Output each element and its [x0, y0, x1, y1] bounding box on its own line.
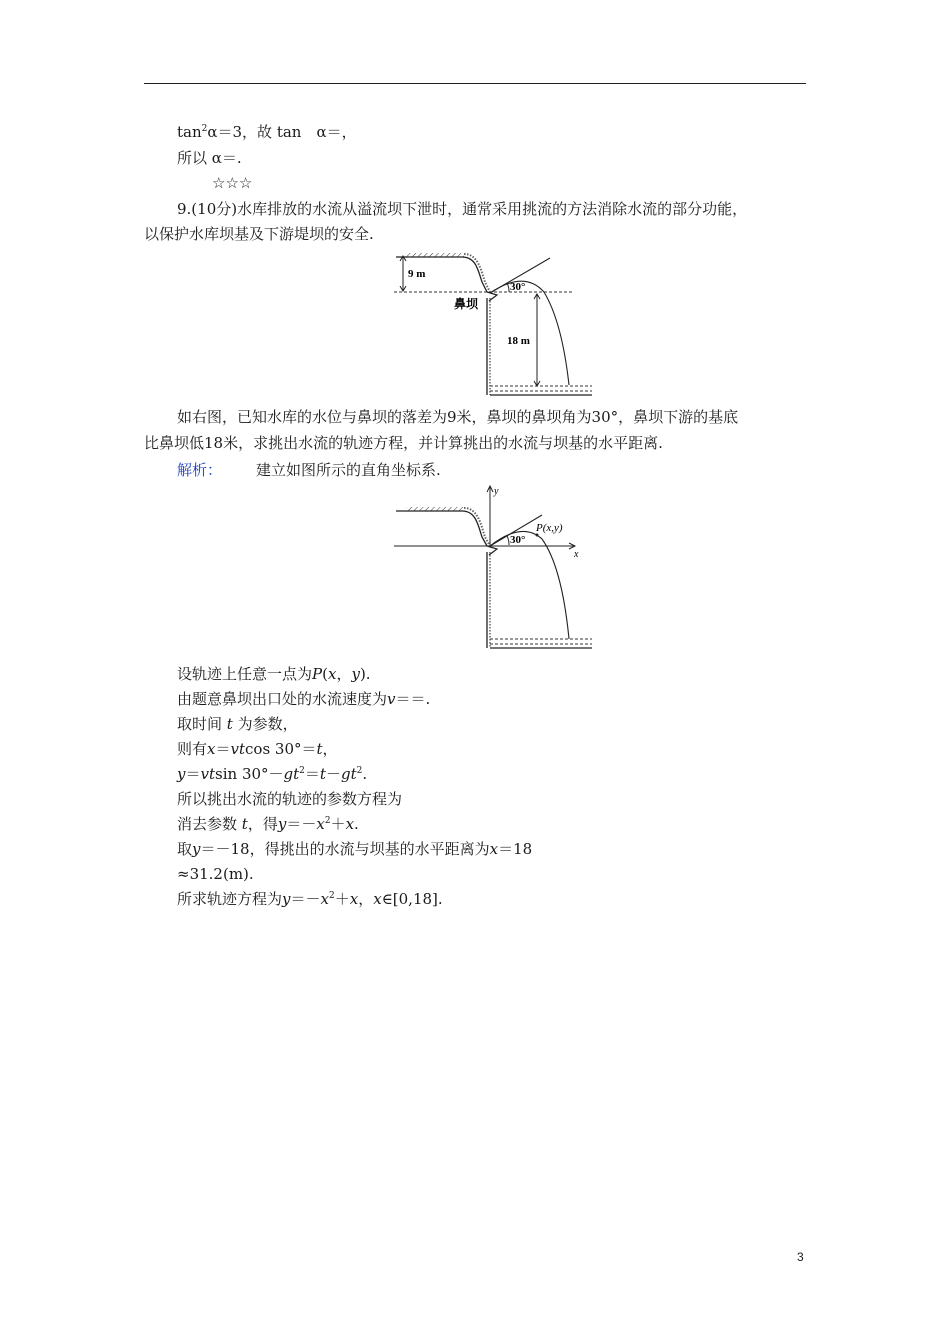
prev-solution-line-1: $\tan^2\alpha=3$，故 tan α＝，: [177, 123, 357, 141]
figure-dam-diagram: [394, 252, 594, 400]
solution-step-9: ≈31.2(m).: [177, 865, 254, 883]
problem-line-2: 以保护水库坝基及下游堤坝的安全.: [144, 225, 374, 243]
solution-label: 解析：: [177, 461, 223, 479]
solution-step-7: 消去参数 t，得$y=-x^2+x$.: [177, 815, 359, 833]
label-angle-30: 30°: [510, 281, 526, 293]
header-rule: [144, 83, 806, 84]
figure-coordinate-diagram: [394, 485, 594, 655]
solution-step-4: 则有x＝vtcos 30°＝t，: [177, 740, 338, 758]
label-point-p: P(x,y): [536, 522, 563, 534]
label-9m: 9 m: [408, 268, 426, 280]
solution-step-1: 设轨迹上任意一点为P(x，y).: [177, 665, 371, 683]
solution-step-10: 所求轨迹方程为$y=-x^2+x$，x∈[0,18].: [177, 890, 443, 908]
problem-line-3: 如右图，已知水库的水位与鼻坝的落差为9米，鼻坝的鼻坝角为30°，鼻坝下游的基底: [177, 408, 739, 426]
solution-step-3: 取时间 t 为参数，: [177, 715, 298, 733]
page-number: 3: [797, 1250, 804, 1264]
solution-step-2: 由题意鼻坝出口处的水流速度为v＝＝.: [177, 690, 431, 708]
label-y-axis: y: [494, 486, 499, 497]
solution-step-5: y＝vtsin $30^\circ-gt^2=t-gt^2$.: [177, 765, 368, 783]
solution-intro: 解析： 建立如图所示的直角坐标系.: [177, 461, 441, 479]
solution-step-6: 所以挑出水流的轨迹的参数方程为: [177, 790, 403, 808]
solution-step-8: 取y＝－18，得挑出的水流与坝基的水平距离为x＝18: [177, 840, 533, 858]
prev-solution-line-2: 所以 α＝.: [177, 149, 242, 167]
difficulty-stars: ☆☆☆: [212, 174, 253, 192]
label-nose-dam: 鼻坝: [454, 297, 479, 311]
label-18m: 18 m: [507, 335, 530, 347]
problem-line-1: 9.(10分)水库排放的水流从溢流坝下泄时，通常采用挑流的方法消除水流的部分功能，: [177, 200, 748, 218]
label-angle-30-coord: 30°: [510, 534, 526, 546]
label-x-axis: x: [574, 549, 579, 560]
problem-line-4: 比鼻坝低18米，求挑出水流的轨迹方程，并计算挑出的水流与坝基的水平距离.: [144, 434, 663, 452]
